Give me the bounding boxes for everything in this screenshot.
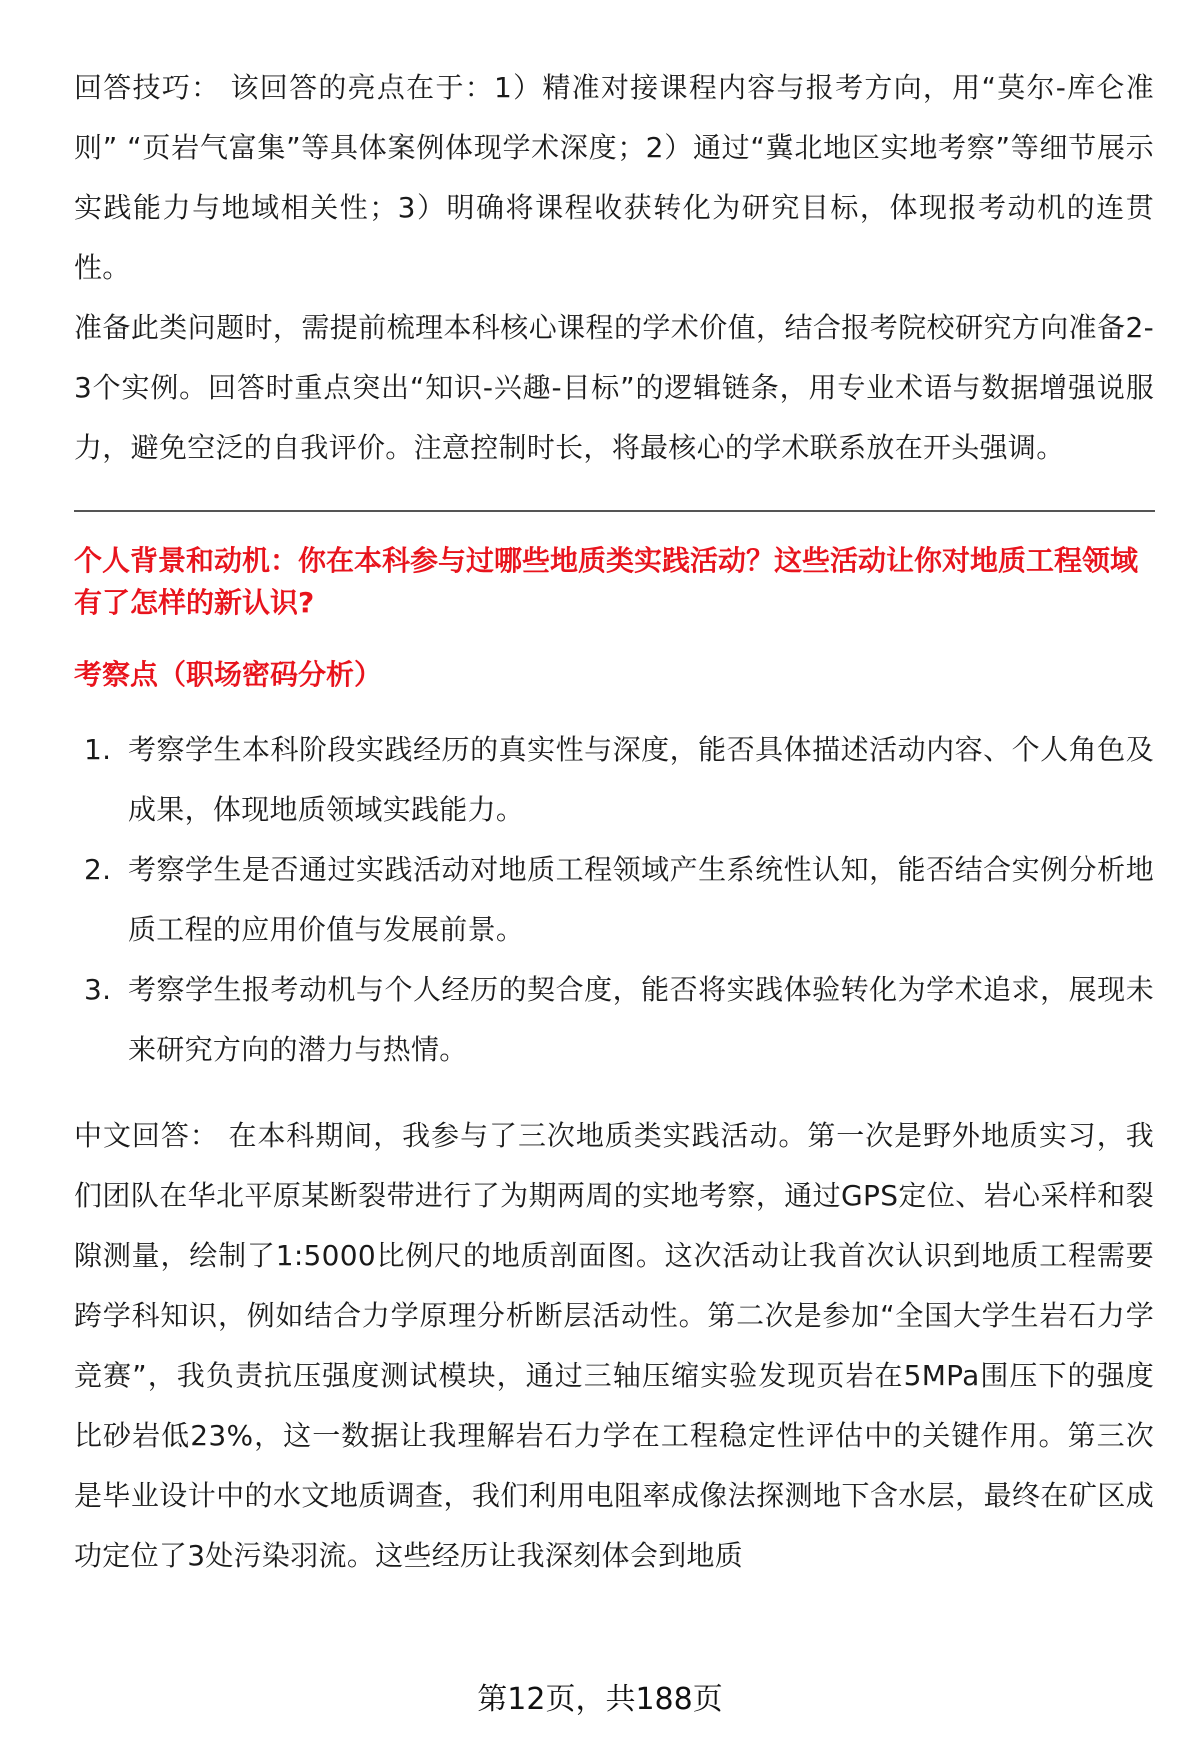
section-divider <box>74 510 1155 512</box>
list-item <box>74 840 1154 960</box>
list-item-number: 3. <box>84 973 112 1006</box>
assessment-points-list <box>74 720 1154 1080</box>
answer-tip-paragraph: 回答技巧： 该回答的亮点在于：1）精准对接课程内容与报考方向，用“莫尔-库仑准则” “页岩气富集”等具体案例体现学术深度；2）通过“冀北地区实地考察”等细节展示实践能力与地域相关性；3）明确将课程收获转化为研究目标，体现报考动机的连贯性。 <box>74 71 1154 284</box>
list-item-number: 2. <box>84 853 112 886</box>
assessment-points-heading: 考察点（职场密码分析） <box>74 658 383 691</box>
interview-question: 个人背景和动机：你在本科参与过哪些地质类实践活动？这些活动让你对地质工程领域有了怎样的新认识? <box>74 544 1139 619</box>
list-item-text: 考察学生是否通过实践活动对地质工程领域产生系统性认知，能否结合实例分析地质工程的应用价值与发展前景。 <box>128 853 1154 946</box>
page-content <box>74 58 1154 1586</box>
preparation-advice-paragraph: 准备此类问题时，需提前梳理本科核心课程的学术价值，结合报考院校研究方向准备2-3个实例。回答时重点突出“知识-兴趣-目标”的逻辑链条，用专业术语与数据增强说服力，避免空泛的自我评价。注意控制时长，将最核心的学术联系放在开头强调。 <box>74 311 1154 464</box>
chinese-answer-paragraph: 中文回答： 在本科期间，我参与了三次地质类实践活动。第一次是野外地质实习，我们团队在华北平原某断裂带进行了为期两周的实地考察，通过GPS定位、岩心采样和裂隙测量，绘制了1:5000比例尺的地质剖面图。这次活动让我首次认识到地质工程需要跨学科知识，例如结合力学原理分析断层活动性。第二次是参加“全国大学生岩石力学竞赛”，我负责抗压强度测试模块，通过三轴压缩实验发现页岩在5MPa围压下的强度比砂岩低23%，这一数据让我理解岩石力学在工程稳定性评估中的关键作用。第三次是毕业设计中的水文地质调查，我们利用电阻率成像法探测地下含水层，最终在矿区成功定位了3处污染羽流。这些经历让我深刻体会到地质 <box>74 1119 1154 1572</box>
list-item <box>74 960 1154 1080</box>
list-item-number: 1. <box>84 733 112 766</box>
list-item-text: 考察学生本科阶段实践经历的真实性与深度，能否具体描述活动内容、个人角色及成果，体现地质领域实践能力。 <box>128 733 1154 826</box>
list-item-text: 考察学生报考动机与个人经历的契合度，能否将实践体验转化为学术追求，展现未来研究方向的潜力与热情。 <box>128 973 1154 1066</box>
page-number-footer: 第12页，共188页 <box>477 1682 723 1717</box>
list-item <box>74 720 1154 840</box>
